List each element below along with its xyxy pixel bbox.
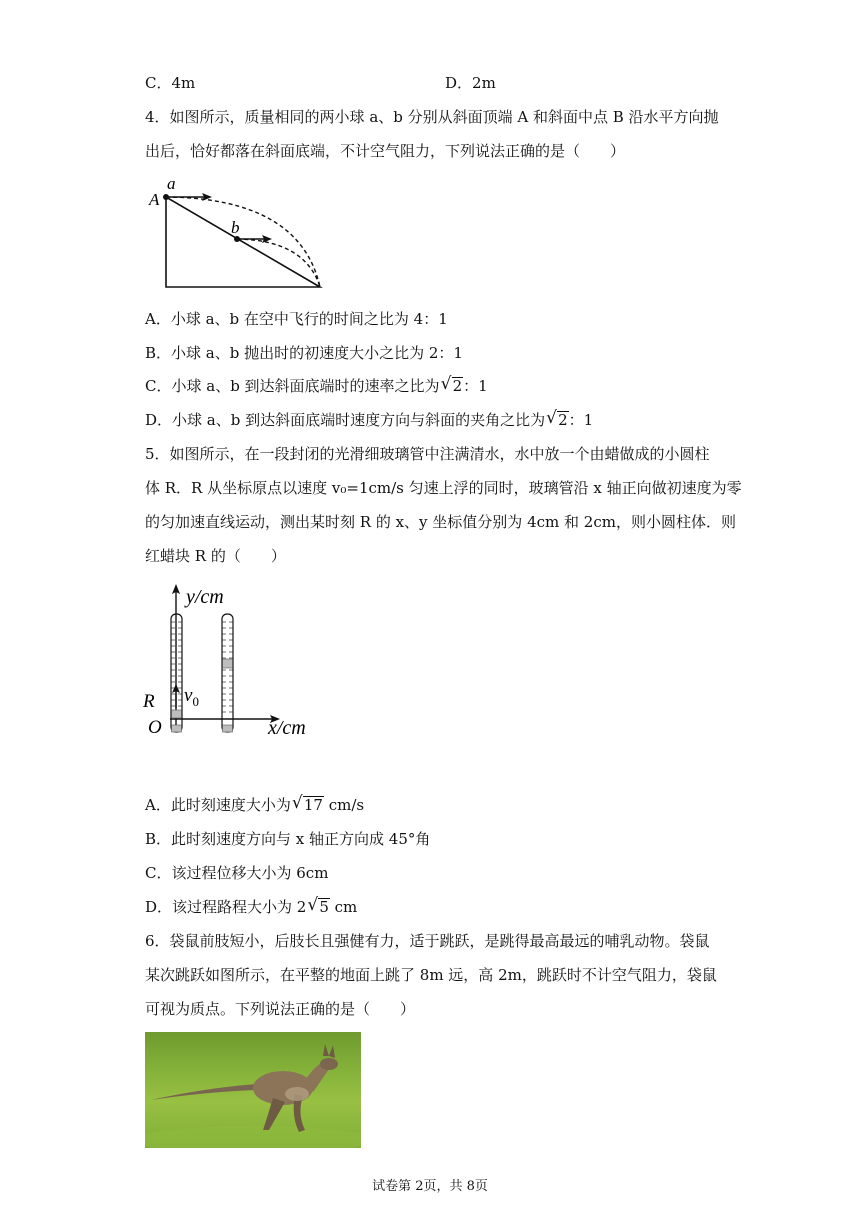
- q4-stem-line-1: 4．如图所示，质量相同的两小球 a、b 分别从斜面顶端 A 和斜面中点 B 沿水平方向抛: [145, 108, 719, 126]
- q5-tube-figure: [140, 580, 340, 740]
- q4-option-c: C．小球 a、b 到达斜面底端时的速率之比为√ 2：1: [145, 376, 488, 396]
- label-a: a: [167, 174, 176, 193]
- q3-option-c: C．4m: [145, 74, 196, 92]
- kangaroo-photo: [145, 1032, 361, 1148]
- q4-incline-figure: [140, 170, 330, 292]
- sqrt-symbol: √ 2: [547, 410, 569, 430]
- label-A: A: [149, 190, 160, 209]
- q5-stem-line-1: 5．如图所示，在一段封闭的光滑细玻璃管中注满清水，水中放一个由蜡做成的小圆柱: [145, 445, 710, 463]
- wax-block-initial: [172, 710, 182, 718]
- sqrt-symbol: √ 2: [442, 376, 464, 396]
- q5-stem-line-2: 体 R．R 从坐标原点以速度 v₀=1cm/s 匀速上浮的同时，玻璃管沿 x 轴正向做初速度为零: [145, 479, 742, 497]
- label-b: b: [231, 218, 240, 237]
- label-v0: $v_0$: [184, 685, 199, 709]
- kangaroo-silhouette: [145, 1032, 361, 1148]
- q5-stem-line-3: 的匀加速直线运动，测出某时刻 R 的 x、y 坐标值分别为 4cm 和 2cm，则小圆柱体．则: [145, 513, 736, 531]
- sqrt-symbol: √ 5: [308, 897, 330, 917]
- label-R: R: [143, 691, 155, 712]
- incline-triangle: [166, 197, 320, 287]
- x-axis-label: x/cm: [268, 717, 306, 739]
- q5-option-b: B．此时刻速度方向与 x 轴正方向成 45°角: [145, 830, 431, 848]
- label-O: O: [148, 717, 162, 738]
- q4-option-a: A．小球 a、b 在空中飞行的时间之比为 4：1: [145, 310, 448, 328]
- q6-stem-line-1: 6．袋鼠前肢短小，后肢长且强健有力，适于跳跃，是跳得最高最远的哺乳动物。袋鼠: [145, 932, 710, 950]
- page-footer: 试卷第 2页，共 8页: [372, 1179, 488, 1194]
- y-axis-label: y/cm: [186, 586, 224, 608]
- q5-option-a: A．此时刻速度大小为√ 17 cm/s: [145, 795, 364, 815]
- q3-option-d: D．2m: [445, 74, 496, 92]
- sqrt-symbol: √ 17: [293, 795, 324, 815]
- q4-option-b: B．小球 a、b 抛出时的初速度大小之比为 2：1: [145, 344, 463, 362]
- q5-stem-line-4: 红蜡块 R 的（ ）: [145, 547, 286, 565]
- tube-moved: [222, 614, 233, 732]
- q4-option-d: D．小球 a、b 到达斜面底端时速度方向与斜面的夹角之比为√ 2：1: [145, 410, 593, 430]
- q4-stem-line-2: 出后，恰好都落在斜面底端，不计空气阻力，下列说法正确的是（ ）: [145, 142, 626, 160]
- q6-stem-line-2: 某次跳跃如图所示，在平整的地面上跳了 8m 远，高 2m，跳跃时不计空气阻力，袋鼠: [145, 966, 717, 984]
- q6-stem-line-3: 可视为质点。下列说法正确的是（ ）: [145, 1000, 416, 1018]
- q5-option-c: C．该过程位移大小为 6cm: [145, 864, 329, 882]
- wax-block-moved: [223, 659, 233, 668]
- q5-option-d: D．该过程路程大小为 2√ 5 cm: [145, 897, 357, 917]
